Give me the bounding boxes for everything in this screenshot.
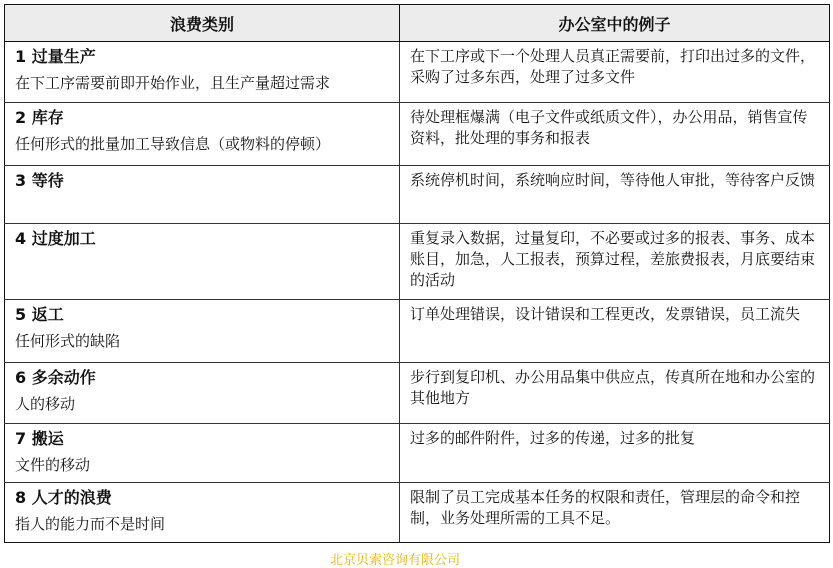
table-row bbox=[5, 300, 830, 363]
example-cell bbox=[400, 483, 830, 543]
table-row bbox=[5, 424, 830, 483]
category-cell bbox=[5, 166, 400, 224]
example-cell bbox=[400, 42, 830, 103]
category-title: 6 多余动作 bbox=[15, 368, 96, 387]
category-title: 8 人才的浪费 bbox=[15, 488, 112, 507]
example-text: 在下工序或下一个处理人员真正需要前，打印出过多的文件，采购了过多东西，处理了过多文件 bbox=[410, 47, 816, 86]
table-row bbox=[5, 483, 830, 543]
example-text: 重复录入数据，过量复印，不必要或过多的报表、事务、成本账目，加急，人工报表，预算过程，差旅费报表，月底要结束的活动 bbox=[410, 229, 816, 289]
category-title: 1 过量生产 bbox=[15, 47, 96, 66]
category-cell bbox=[5, 300, 400, 363]
category-title: 3 等待 bbox=[15, 171, 64, 190]
header-category: 浪费类别 bbox=[5, 5, 400, 42]
table-row bbox=[5, 42, 830, 103]
example-text: 限制了员工完成基本任务的权限和责任，管理层的命令和控制，业务处理所需的工具不足。 bbox=[410, 488, 801, 527]
table-row bbox=[5, 166, 830, 224]
category-title: 5 返工 bbox=[15, 305, 64, 324]
category-description: 人的移动 bbox=[15, 395, 76, 413]
company-watermark: 北京贝索咨询有限公司 bbox=[330, 553, 461, 568]
example-cell bbox=[400, 424, 830, 483]
example-text: 系统停机时间，系统响应时间，等待他人审批，等待客户反馈 bbox=[410, 171, 816, 189]
category-cell bbox=[5, 224, 400, 300]
category-title: 4 过度加工 bbox=[15, 229, 96, 248]
example-cell bbox=[400, 224, 830, 300]
table-row bbox=[5, 363, 830, 424]
header-example: 办公室中的例子 bbox=[400, 5, 830, 42]
example-text: 待处理框爆满（电子文件或纸质文件），办公用品，销售宣传资料，批处理的事务和报表 bbox=[410, 108, 808, 147]
category-cell bbox=[5, 363, 400, 424]
category-cell bbox=[5, 483, 400, 543]
category-title: 2 库存 bbox=[15, 108, 64, 127]
example-cell bbox=[400, 300, 830, 363]
example-cell bbox=[400, 103, 830, 166]
example-text: 订单处理错误，设计错误和工程更改，发票错误，员工流失 bbox=[410, 305, 801, 323]
category-description: 指人的能力而不是时间 bbox=[15, 515, 166, 533]
category-description: 任何形式的缺陷 bbox=[15, 332, 121, 350]
category-description: 任何形式的批量加工导致信息（或物料的停顿） bbox=[15, 135, 331, 153]
category-cell bbox=[5, 424, 400, 483]
category-cell bbox=[5, 103, 400, 166]
table-row bbox=[5, 224, 830, 300]
table-header-row bbox=[5, 5, 830, 42]
example-cell bbox=[400, 363, 830, 424]
table-row bbox=[5, 103, 830, 166]
category-description: 文件的移动 bbox=[15, 456, 91, 474]
category-description: 在下工序需要前即开始作业，且生产量超过需求 bbox=[15, 74, 331, 92]
category-title: 7 搬运 bbox=[15, 429, 64, 448]
category-cell bbox=[5, 42, 400, 103]
example-text: 过多的邮件附件，过多的传递，过多的批复 bbox=[410, 429, 696, 447]
waste-table bbox=[4, 4, 830, 543]
example-cell bbox=[400, 166, 830, 224]
example-text: 步行到复印机、办公用品集中供应点，传真所在地和办公室的其他地方 bbox=[410, 368, 816, 407]
